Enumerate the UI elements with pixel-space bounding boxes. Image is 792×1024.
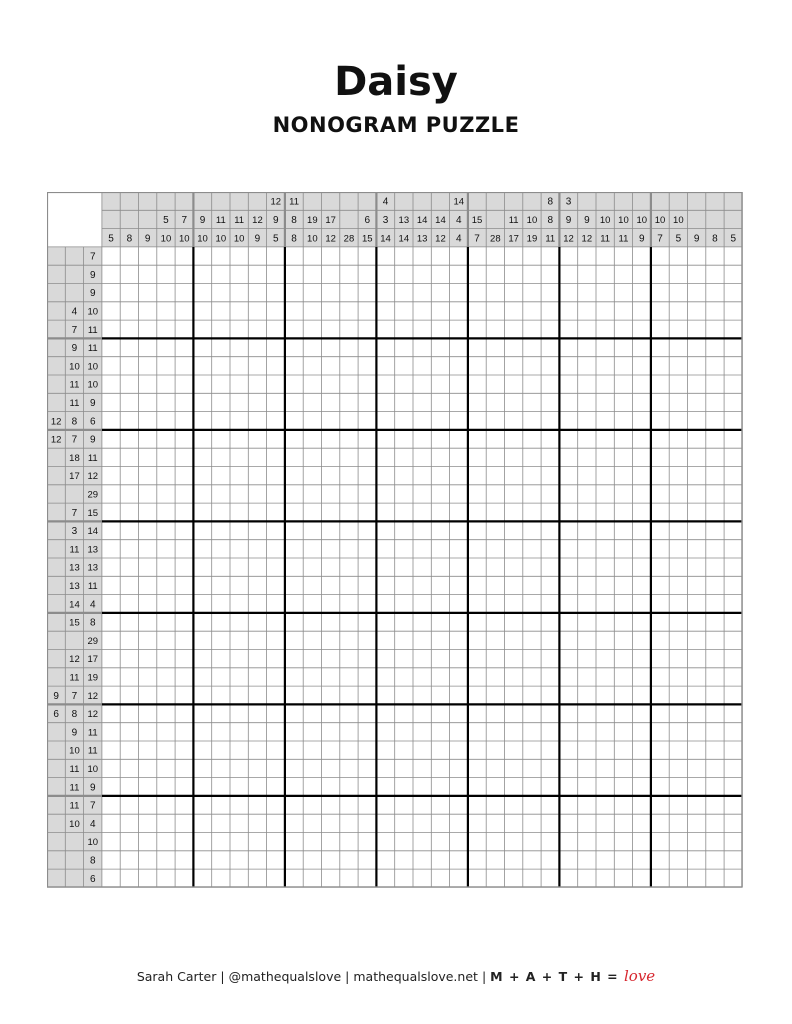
row-clue-number: 7 <box>71 434 78 446</box>
column-clue-number: 9 <box>584 214 590 226</box>
column-clue-number: 10 <box>618 214 629 226</box>
column-clue-number: 8 <box>547 196 554 208</box>
row-clue-number: 11 <box>69 544 80 556</box>
row-clue-number: 8 <box>89 855 96 867</box>
column-clue-number: 10 <box>197 233 208 245</box>
row-clue-number: 9 <box>89 269 96 281</box>
column-clue-number: 4 <box>382 196 389 208</box>
column-clue-number: 14 <box>453 196 465 208</box>
column-clue-number: 13 <box>398 214 410 226</box>
row-clue-number: 18 <box>69 452 80 464</box>
column-clue-number: 19 <box>307 214 318 226</box>
row-clue-number: 10 <box>69 361 80 373</box>
column-clue-number: 8 <box>291 233 297 245</box>
column-clue-number: 7 <box>181 214 188 226</box>
column-clue-number: 3 <box>565 196 572 208</box>
puzzle-subtitle: NONOGRAM PUZZLE <box>272 113 520 137</box>
row-clue-number: 17 <box>87 654 99 666</box>
column-clue-number: 28 <box>490 233 501 245</box>
column-clue-number: 9 <box>144 233 151 245</box>
column-clue-number: 11 <box>289 196 299 208</box>
row-clue-number: 8 <box>89 617 96 629</box>
column-clue-number: 14 <box>416 214 428 226</box>
column-clue-number: 11 <box>234 214 245 226</box>
row-clue-number: 13 <box>87 544 99 556</box>
footer: Sarah Carter | @mathequalslove | mathequalslove.net | M + A + T + H = love <box>136 967 656 985</box>
column-clue-number: 9 <box>199 214 206 226</box>
row-clue-number: 11 <box>87 745 98 757</box>
row-clue-number: 15 <box>87 507 99 519</box>
row-clue-number: 14 <box>69 599 80 611</box>
row-clue-number: 12 <box>50 416 62 428</box>
row-clue-number: 9 <box>89 288 96 300</box>
column-clue-number: 9 <box>565 214 572 226</box>
column-clue-number: 17 <box>325 214 336 226</box>
column-clue-number: 7 <box>657 233 663 245</box>
column-clue-number: 12 <box>435 233 446 245</box>
column-clue-number: 11 <box>508 214 519 226</box>
row-clue-number: 29 <box>87 635 99 647</box>
column-clue-number: 14 <box>380 233 391 245</box>
row-clue-number: 11 <box>87 727 98 739</box>
column-clue-number: 4 <box>455 214 462 226</box>
column-clue-number: 9 <box>272 214 279 226</box>
row-clue-number: 8 <box>71 709 78 721</box>
row-clue-number: 10 <box>87 837 99 849</box>
row-clue-number: 9 <box>89 434 96 446</box>
column-clue-number: 11 <box>215 214 226 226</box>
column-clue-number: 10 <box>599 214 611 226</box>
row-clue-number: 12 <box>87 690 99 702</box>
footer-website: mathequalslove.net <box>353 969 478 984</box>
row-clue-number: 11 <box>69 782 80 794</box>
column-clue-number: 8 <box>712 233 718 245</box>
row-clue-number: 9 <box>71 343 78 355</box>
row-clue-number: 13 <box>69 562 80 574</box>
row-clue-number: 19 <box>87 672 99 684</box>
row-clue-number: 12 <box>87 709 99 721</box>
column-clue-number: 9 <box>254 233 261 245</box>
column-clue-number: 9 <box>638 233 645 245</box>
row-clue-number: 10 <box>69 818 80 830</box>
row-clue-number: 4 <box>89 599 96 611</box>
column-clue-number: 11 <box>618 233 629 245</box>
column-clue-number: 7 <box>474 233 480 245</box>
column-clue-number: 5 <box>108 233 114 245</box>
column-clue-number: 10 <box>178 233 190 245</box>
row-clue-number: 10 <box>69 745 80 757</box>
row-clue-number: 12 <box>87 471 99 483</box>
column-clue-number: 14 <box>398 233 410 245</box>
column-clue-number: 15 <box>471 214 483 226</box>
row-clue-number: 13 <box>87 562 99 574</box>
row-clue-number: 17 <box>69 471 80 483</box>
column-clue-number: 12 <box>563 233 574 245</box>
column-clue-number: 10 <box>654 214 666 226</box>
column-clue-number: 10 <box>307 233 318 245</box>
row-clue-number: 7 <box>89 251 96 263</box>
column-clue-number: 6 <box>364 214 371 226</box>
row-clue-number: 6 <box>89 416 96 428</box>
row-clue-number: 10 <box>87 306 99 318</box>
row-clue-number: 11 <box>69 397 80 409</box>
row-clue-number: 11 <box>69 763 80 775</box>
column-clue-number: 19 <box>526 233 538 245</box>
footer-logo-love: love <box>623 967 656 985</box>
column-clue-number: 11 <box>600 233 611 245</box>
row-clue-number: 11 <box>69 800 80 812</box>
column-clue-number: 10 <box>215 233 227 245</box>
row-clue-number: 7 <box>71 690 78 702</box>
row-clue-number: 11 <box>87 324 98 336</box>
row-clue-number: 9 <box>89 782 96 794</box>
row-clue-number: 11 <box>69 672 80 684</box>
column-clue-number: 9 <box>693 233 700 245</box>
column-clue-number: 5 <box>163 214 169 226</box>
column-clue-number: 13 <box>416 233 428 245</box>
column-clue-number: 8 <box>126 233 133 245</box>
row-clue-number: 9 <box>71 727 78 739</box>
row-clue-number: 11 <box>87 343 98 355</box>
row-clue-number: 10 <box>87 763 99 775</box>
footer-author: Sarah Carter <box>136 969 217 984</box>
row-clue-number: 14 <box>87 526 99 538</box>
column-clue-number: 3 <box>382 214 389 226</box>
column-clue-number: 12 <box>581 233 593 245</box>
row-clue-number: 4 <box>89 818 96 830</box>
column-clue-number: 8 <box>547 214 554 226</box>
column-clue-number: 5 <box>272 233 279 245</box>
row-clue-number: 4 <box>71 306 78 318</box>
column-clue-number: 5 <box>730 233 737 245</box>
row-clue-number: 10 <box>87 379 99 391</box>
column-clue-number: 11 <box>545 233 556 245</box>
column-clue-number: 10 <box>160 233 172 245</box>
nonogram-board <box>47 192 746 890</box>
row-clue-number: 10 <box>87 361 99 373</box>
puzzle-title: Daisy <box>334 59 458 105</box>
row-clue-number: 7 <box>71 324 78 336</box>
column-clue-number: 4 <box>455 233 462 245</box>
row-clue-number: 3 <box>71 526 78 538</box>
column-clue-number: 28 <box>343 233 355 245</box>
row-clue-number: 7 <box>71 507 78 519</box>
row-clue-number: 29 <box>87 489 99 501</box>
footer-logo <box>490 969 655 984</box>
column-clue-number: 12 <box>252 214 263 226</box>
column-clue-number: 10 <box>636 214 648 226</box>
column-clue-number: 12 <box>325 233 336 245</box>
column-clue-number: 10 <box>526 214 538 226</box>
row-clue-number: 8 <box>71 416 78 428</box>
footer-logo-text: M + A + T + H = <box>490 969 619 984</box>
column-clue-number: 12 <box>270 196 282 208</box>
row-clue-number: 11 <box>69 379 80 391</box>
row-clue-number: 9 <box>89 397 96 409</box>
row-clue-number: 11 <box>87 580 98 592</box>
column-clue-number: 5 <box>675 233 682 245</box>
column-clue-number: 17 <box>508 233 519 245</box>
footer-handle: @mathequalslove <box>228 969 342 984</box>
row-clue-number: 9 <box>53 690 59 702</box>
column-clue-number: 15 <box>361 233 373 245</box>
column-clue-number: 14 <box>435 214 446 226</box>
row-clue-number: 7 <box>89 800 96 812</box>
column-clue-number: 8 <box>291 214 297 226</box>
row-clue-number: 6 <box>53 709 59 721</box>
column-clue-number: 10 <box>673 214 684 226</box>
row-clue-number: 12 <box>69 654 80 666</box>
column-clue-number: 10 <box>233 233 245 245</box>
row-clue-number: 12 <box>50 434 62 446</box>
row-clue-number: 13 <box>69 580 80 592</box>
row-clue-number: 15 <box>69 617 80 629</box>
row-clue-number: 11 <box>87 452 98 464</box>
row-clue-number: 6 <box>89 873 96 885</box>
